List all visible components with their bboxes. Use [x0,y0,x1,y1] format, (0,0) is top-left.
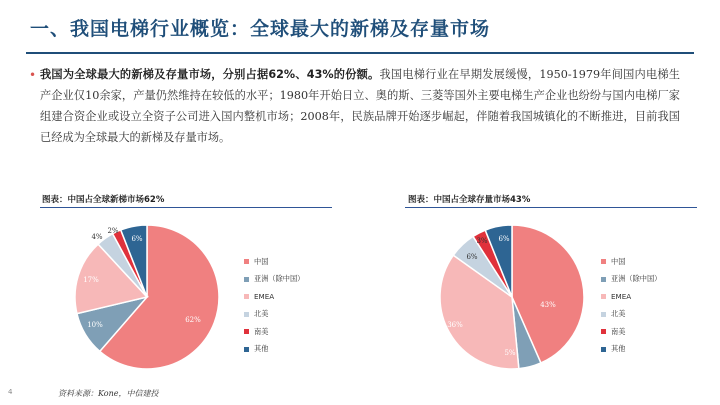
page-number: 4 [8,388,13,396]
legend-swatch-china [244,259,249,264]
legend-new [244,253,304,358]
pie-label-other: 6% [498,235,510,243]
legend-item-north-america [244,306,304,324]
legend-swatch-south-america [601,329,606,334]
legend-item-china [601,253,661,271]
pie-label-emea: 17% [83,276,99,284]
legend-swatch-asia-ex-china [244,277,249,282]
chart-rule-new [40,207,332,208]
legend-label-other: 其他 [611,344,626,354]
legend-swatch-emea [601,294,606,299]
pie-label-china: 43% [540,301,556,309]
legend-label-emea: EMEA [611,292,632,302]
bullet-bold-text: 我国为全球最大的新梯及存量市场，分别占据62%、43%的份额。 [40,68,380,81]
pie-label-south-america: 2% [107,227,119,235]
legend-item-other [244,341,304,359]
bullet-body-text: 我国电梯行业在早期发展缓慢，1950-1979年间国内电梯生产企业仅10余家，产量仍然维持在较低的水平；1980年开始日立、奥的斯、三菱等国外主要电梯生产企业也纷纷与国内电梯厂家组建合资企业或设立全资子公司进入国内整机市场；2008年，民族品牌开始逐步崛起，伴随着我国城镇化的不断推进，目前我国已经成为全球最大的新梯及存量市场。 [40,68,680,144]
legend-stock [601,253,661,358]
legend-swatch-south-america [244,329,249,334]
legend-item-asia-ex-china [601,271,661,289]
legend-item-emea [601,288,661,306]
chart-rule-stock [405,207,697,208]
legend-swatch-china [601,259,606,264]
pie-label-other: 6% [131,235,143,243]
legend-item-china [244,253,304,271]
legend-label-asia-ex-china: 亚洲（除中国） [611,274,662,284]
pie-label-emea: 36% [447,321,463,329]
legend-label-other: 其他 [254,344,269,354]
pie-label-china: 62% [185,316,201,324]
legend-label-china: 中国 [254,256,269,266]
legend-item-south-america [601,323,661,341]
title-divider [26,52,694,54]
pie-label-north-america: 6% [466,253,478,261]
pie-label-asia-ex-china: 5% [504,349,516,357]
legend-label-south-america: 南美 [611,326,626,336]
chart-title-new: 图表：中国占全球新梯市场62% [42,195,165,205]
chart-title-stock: 图表：中国占全球存量市场43% [408,195,531,205]
legend-label-asia-ex-china: 亚洲（除中国） [254,274,305,284]
legend-item-asia-ex-china [244,271,304,289]
legend-label-north-america: 北美 [611,309,626,319]
legend-label-china: 中国 [611,256,626,266]
bullet-icon: • [29,68,37,82]
legend-swatch-north-america [244,312,249,317]
pie-label-south-america: 3% [476,237,488,245]
legend-item-other [601,341,661,359]
legend-swatch-other [244,347,249,352]
source-note: 资料来源：Kone，中信建投 [58,389,159,398]
legend-item-south-america [244,323,304,341]
page-title: 一、我国电梯行业概览：全球最大的新梯及存量市场 [30,18,491,40]
legend-label-south-america: 南美 [254,326,269,336]
pie-label-north-america: 4% [91,233,103,241]
legend-swatch-emea [244,294,249,299]
legend-label-emea: EMEA [254,292,275,302]
pie-label-asia-ex-china: 10% [87,321,103,329]
legend-item-emea [244,288,304,306]
legend-swatch-north-america [601,312,606,317]
legend-swatch-asia-ex-china [601,277,606,282]
legend-swatch-other [601,347,606,352]
bullet-paragraph [29,64,680,148]
legend-item-north-america [601,306,661,324]
legend-label-north-america: 北美 [254,309,269,319]
